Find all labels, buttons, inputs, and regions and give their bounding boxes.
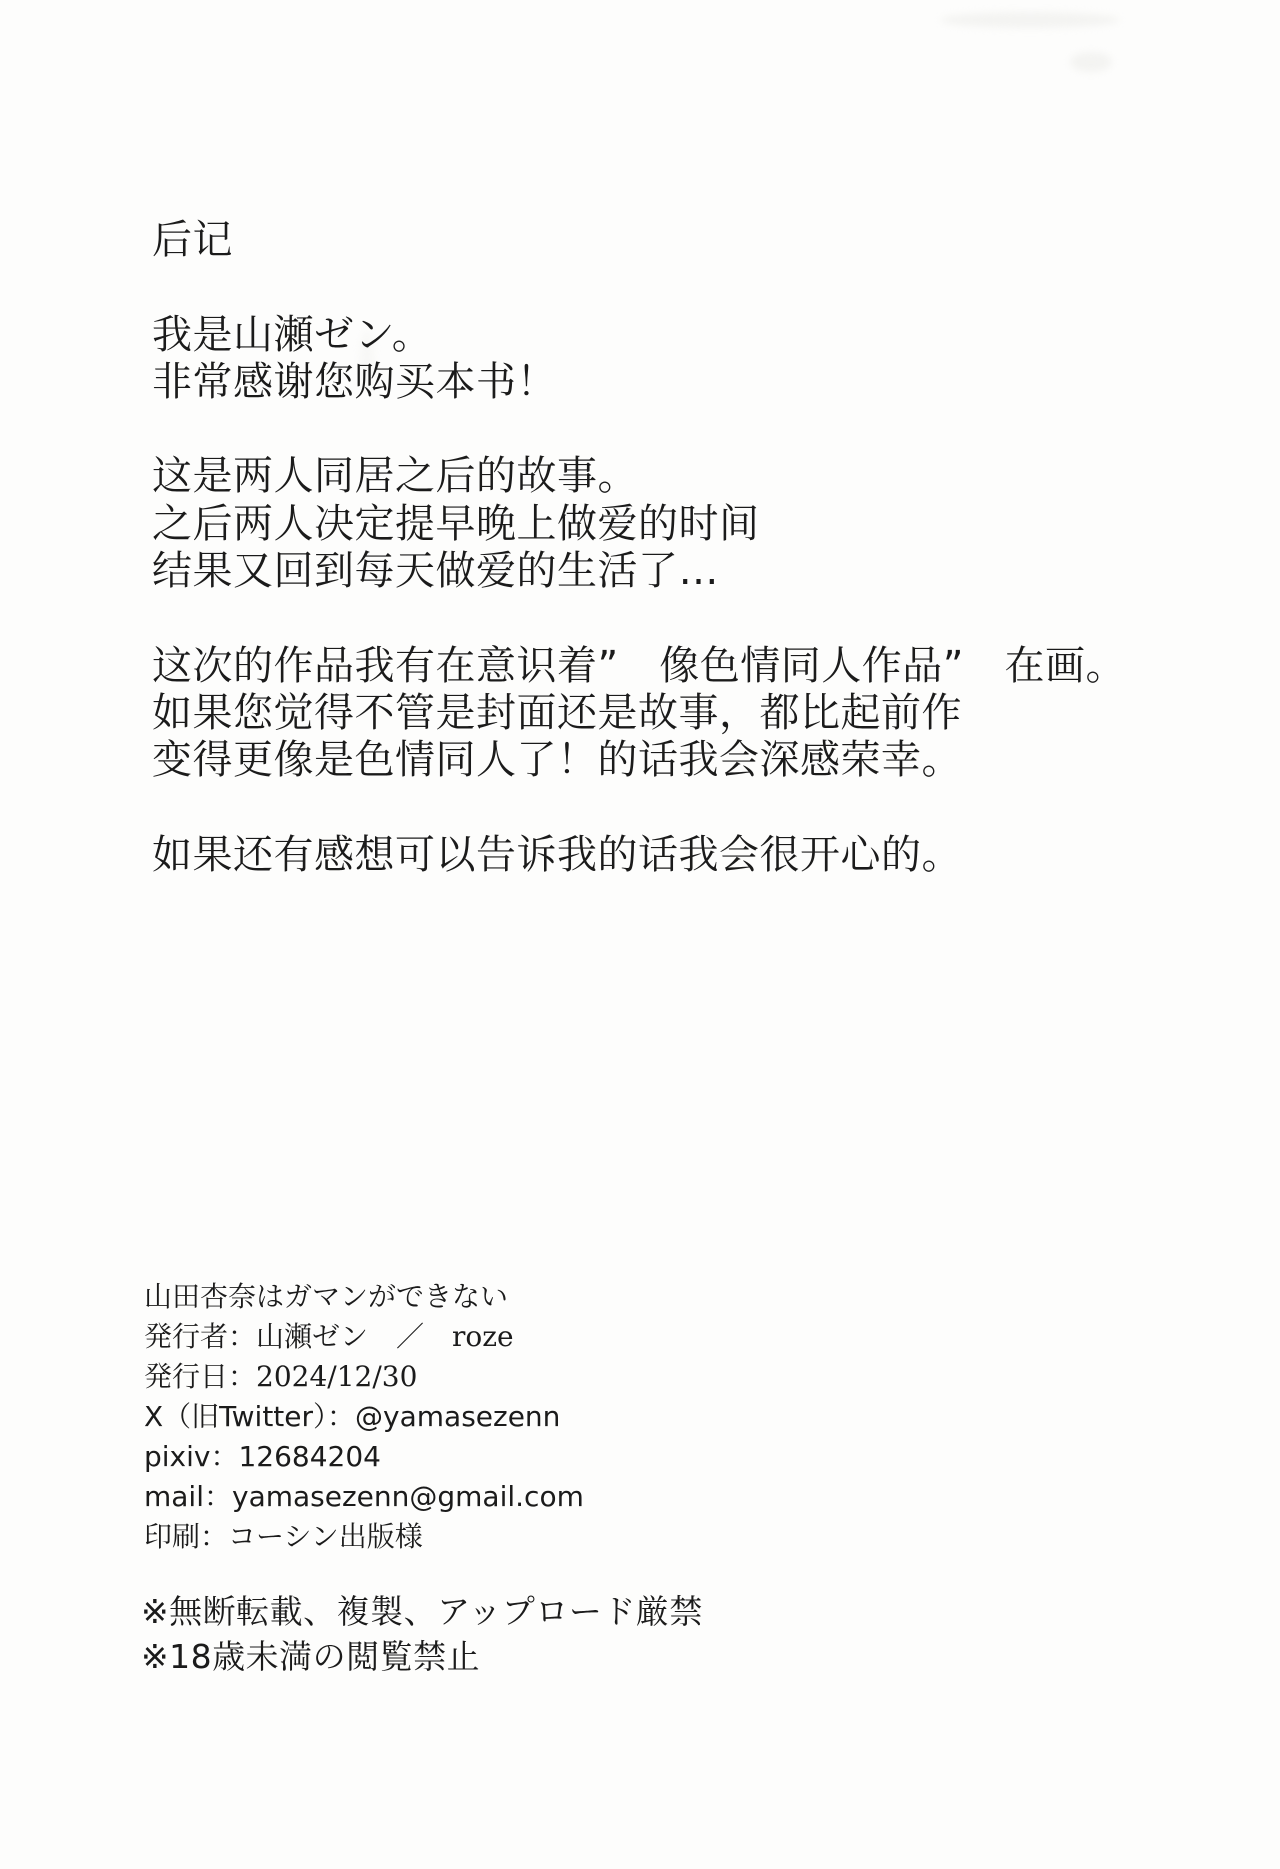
afterword-line: 如果您觉得不管是封面还是故事，都比起前作 [152, 689, 962, 736]
afterword-text-block [152, 217, 1126, 879]
blank-line [152, 595, 1126, 642]
notice-age-restriction: ※18歳未満の閲覧禁止 [141, 1637, 481, 1676]
scan-artifact [1070, 52, 1112, 72]
colophon-pixiv: pixiv：12684204 [144, 1440, 381, 1473]
afterword-line: 这次的作品我有在意识着” 像色情同人作品” 在画。 [152, 642, 1126, 689]
blank-line [152, 785, 1126, 832]
colophon-block [144, 1277, 584, 1557]
afterword-line: 我是山瀬ゼン。 [152, 311, 433, 358]
colophon-book-title: 山田杏奈はガマンができない [144, 1280, 509, 1313]
scan-artifact [940, 12, 1120, 28]
afterword-line: 之后两人决定提早晚上做爱的时间 [152, 500, 760, 547]
colophon-mail: mail：yamasezenn@gmail.com [144, 1480, 584, 1513]
notice-no-reproduction: ※無断転載、複製、アップロード厳禁 [141, 1592, 703, 1631]
afterword-line: 如果还有感想可以告诉我的话我会很开心的。 [152, 831, 962, 878]
colophon-printer: 印刷：コーシン出版様 [144, 1520, 423, 1553]
blank-line [152, 264, 1126, 311]
afterword-line: 结果又回到每天做爱的生活了… [152, 548, 719, 595]
colophon-publisher: 発行者：山瀬ゼン ／ roze [144, 1320, 514, 1353]
afterword-line: 这是两人同居之后的故事。 [152, 453, 638, 500]
afterword-line: 变得更像是色情同人了！的话我会深感荣幸。 [152, 737, 962, 784]
notices-block [141, 1589, 703, 1679]
afterword-line: 非常感谢您购买本书！ [152, 358, 557, 405]
afterword-title: 后记 [152, 217, 233, 263]
colophon-publish-date: 発行日：2024/12/30 [144, 1360, 418, 1393]
blank-line [152, 406, 1126, 453]
colophon-twitter: X（旧Twitter）：@yamasezenn [144, 1400, 561, 1433]
